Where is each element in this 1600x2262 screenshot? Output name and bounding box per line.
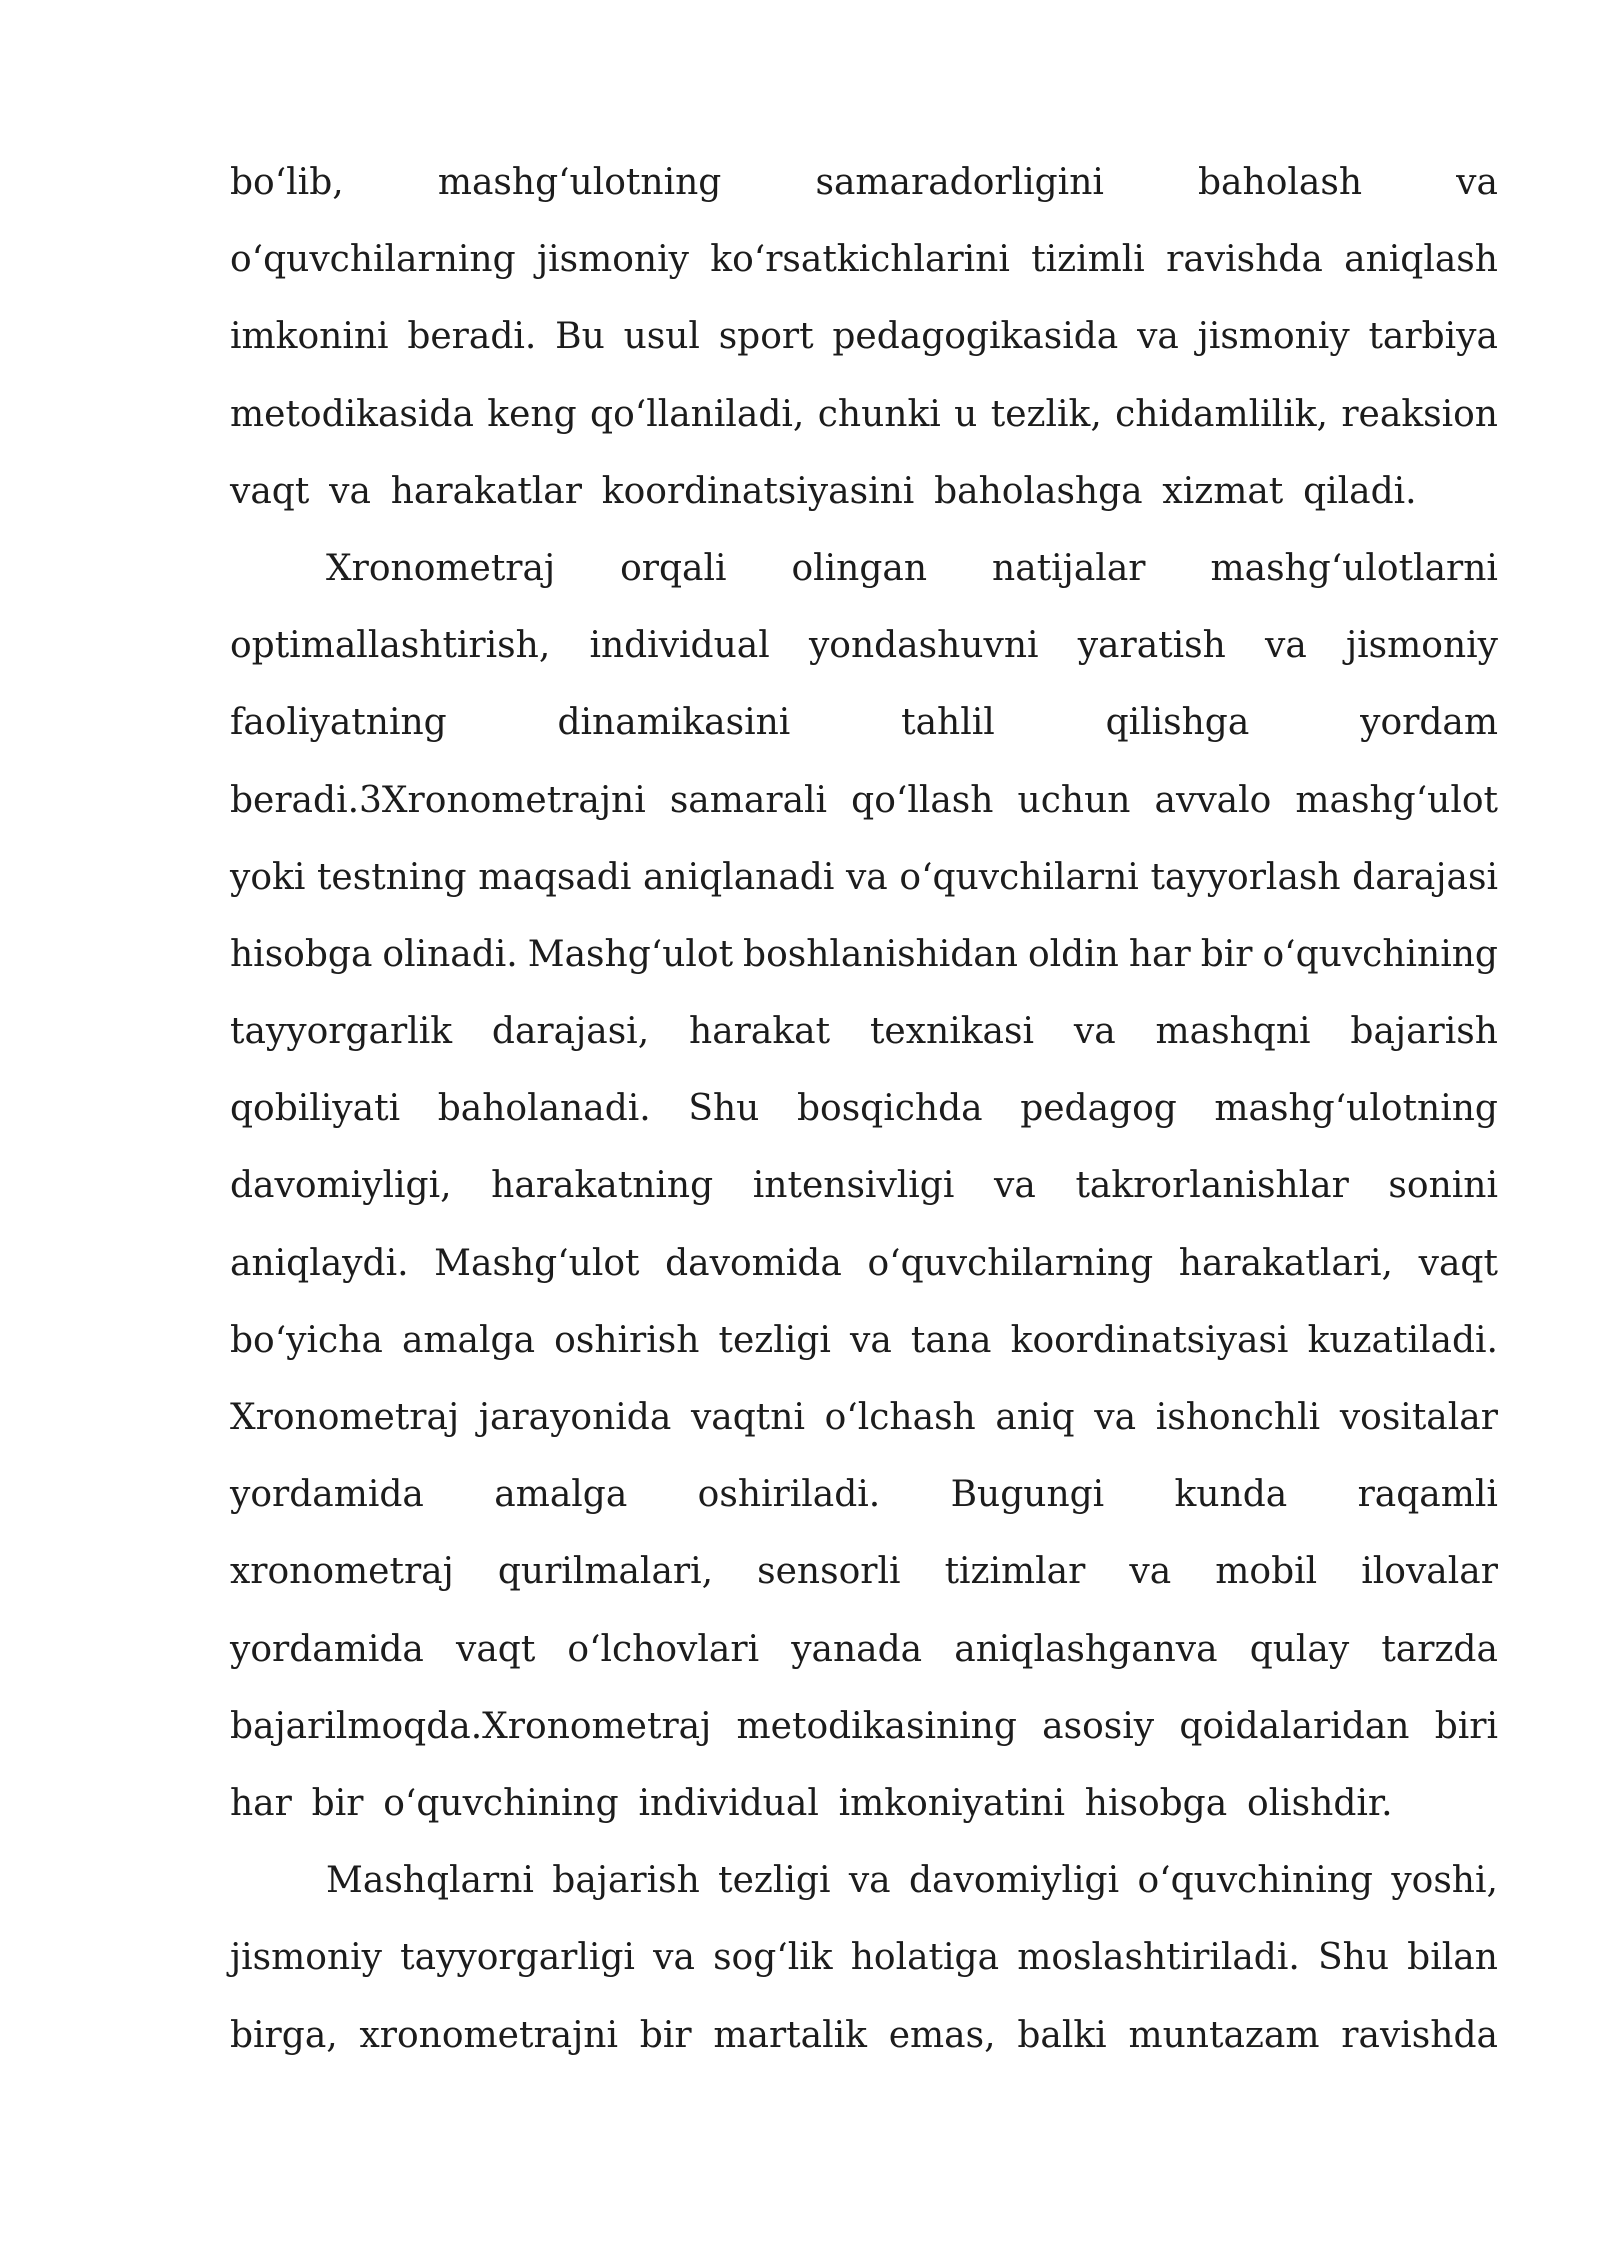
- word: chunki: [817, 393, 941, 435]
- word: bajarish: [1350, 1011, 1498, 1053]
- word: testning: [316, 856, 467, 898]
- word: yaratish: [1077, 625, 1226, 667]
- word: Mashg‘ulot: [434, 1242, 640, 1284]
- word: biri: [1434, 1705, 1498, 1747]
- word: u: [954, 393, 978, 435]
- text-line: [230, 1465, 1498, 1542]
- word: yoki: [230, 856, 306, 898]
- word: qoidalaridan: [1179, 1705, 1410, 1747]
- text-line: [230, 230, 1498, 307]
- word: natijalar: [992, 547, 1146, 589]
- word: o‘quvchilarni: [899, 856, 1139, 898]
- word: pedagog: [1020, 1088, 1177, 1130]
- text-line: [230, 771, 1498, 848]
- word: hisobga: [1084, 1782, 1228, 1824]
- word: avvalo: [1154, 779, 1272, 821]
- word: jismoniy: [536, 239, 689, 281]
- text-line: [230, 616, 1498, 693]
- word: jarayonida: [478, 1397, 672, 1438]
- word: bo‘yicha: [230, 1319, 383, 1361]
- word: qiladi.: [1303, 470, 1417, 512]
- word: va: [329, 470, 371, 512]
- word: aniqlanadi: [642, 856, 835, 898]
- word: kuzatiladi.: [1307, 1319, 1498, 1361]
- word: xronometrajni: [359, 2014, 618, 2056]
- text-line: [230, 848, 1498, 925]
- word: ishonchli: [1155, 1397, 1321, 1438]
- word: qurilmalari,: [497, 1551, 714, 1593]
- word: oshiriladi.: [697, 1474, 881, 1516]
- word: beradi.3Xronometrajni: [230, 779, 646, 821]
- word: davomiyligi,: [230, 1165, 452, 1207]
- word: bajarilmoqda.Xronometraj: [230, 1705, 712, 1747]
- text-line: [230, 1542, 1498, 1619]
- word: bosqichda: [796, 1088, 983, 1130]
- word: optimallashtirish,: [230, 625, 551, 667]
- word: aniqlash: [1344, 239, 1498, 281]
- word: hisobga: [230, 933, 373, 975]
- word: yordam: [1360, 702, 1498, 744]
- text-line: [230, 307, 1498, 384]
- word: tarzda: [1381, 1628, 1498, 1670]
- word: faoliyatning: [230, 702, 447, 744]
- word: metodikasida: [230, 393, 474, 435]
- word: jismoniy: [1197, 316, 1350, 358]
- word: bilan: [1407, 1937, 1498, 1979]
- word: amalga: [401, 1319, 536, 1361]
- word: chidamlilik,: [1115, 393, 1328, 435]
- word: oshirish: [554, 1319, 700, 1361]
- word: mashqni: [1155, 1011, 1311, 1053]
- word: Xronometraj: [326, 547, 556, 589]
- word: koordinatsiyasi: [1010, 1319, 1289, 1361]
- word: balki: [1017, 2014, 1107, 2056]
- text-line: [230, 1928, 1498, 2005]
- word: bo‘lib,: [230, 162, 344, 203]
- word: qo‘llash: [851, 779, 994, 821]
- word: asosiy: [1042, 1705, 1155, 1747]
- word: o‘quvchining: [1262, 933, 1498, 975]
- body-text: [230, 153, 1498, 2083]
- word: koordinatsiyasini: [601, 470, 915, 512]
- word: orqali: [620, 547, 727, 589]
- word: harakat: [689, 1011, 831, 1053]
- word: jismoniy: [1345, 625, 1498, 667]
- word: aniq: [995, 1397, 1075, 1438]
- word: va: [994, 1165, 1036, 1207]
- word: o‘quvchining: [383, 1782, 619, 1824]
- word: ravishda: [1341, 2014, 1498, 2056]
- word: uchun: [1017, 779, 1131, 821]
- word: va: [845, 856, 888, 898]
- word: va: [1265, 625, 1307, 667]
- word: davomida: [665, 1242, 842, 1284]
- word: birga,: [230, 2014, 338, 2056]
- word: harakatlari,: [1178, 1242, 1393, 1284]
- word: tayyorgarligi: [400, 1937, 635, 1979]
- word: tezligi: [718, 1319, 831, 1361]
- word: har: [1128, 933, 1191, 975]
- word: Bu: [555, 316, 605, 358]
- text-line: [230, 1388, 1498, 1465]
- word: aniqlaydi.: [230, 1242, 409, 1284]
- word: o‘quvchining: [1137, 1860, 1373, 1902]
- word: darajasi: [1352, 856, 1498, 898]
- word: metodikasining: [736, 1705, 1017, 1747]
- word: vaqt: [230, 470, 310, 512]
- word: usul: [623, 316, 700, 358]
- word: va: [848, 1860, 891, 1902]
- word: tayyorgarlik: [230, 1011, 453, 1053]
- text-line: [230, 539, 1498, 616]
- word: qulay: [1249, 1628, 1350, 1670]
- word: va: [653, 1937, 695, 1979]
- word: baholanadi.: [437, 1088, 651, 1130]
- word: bir: [311, 1782, 364, 1824]
- word: bir: [639, 2014, 692, 2056]
- text-line: [230, 925, 1498, 1002]
- word: Xronometraj: [230, 1397, 460, 1438]
- word: qobiliyati: [230, 1088, 401, 1130]
- word: vositalar: [1339, 1397, 1498, 1438]
- word: intensivligi: [752, 1165, 955, 1207]
- word: o‘lchash: [824, 1397, 976, 1438]
- word: imkoniyatini: [838, 1782, 1065, 1824]
- word: bir: [1200, 933, 1253, 975]
- word: tarbiya: [1368, 316, 1498, 358]
- word: va: [849, 1319, 892, 1361]
- word: tezlik,: [990, 393, 1102, 435]
- word: va: [1094, 1397, 1137, 1438]
- word: harakatlar: [390, 470, 582, 512]
- word: xizmat: [1162, 470, 1284, 512]
- word: boshlanishidan: [743, 933, 1018, 975]
- word: yordamida: [230, 1474, 424, 1516]
- word: jismoniy: [230, 1937, 382, 1979]
- text-line: [230, 1234, 1498, 1311]
- word: individual: [589, 625, 770, 667]
- word: sport: [718, 316, 814, 358]
- word: kunda: [1174, 1474, 1288, 1516]
- word: mashg‘ulotlarni: [1210, 547, 1498, 589]
- text-line: [230, 153, 1498, 230]
- word: emas,: [888, 2014, 996, 2056]
- word: keng: [487, 393, 577, 435]
- text-line: [230, 1774, 1498, 1851]
- word: olinadi.: [382, 933, 518, 975]
- word: o‘lchovlari: [567, 1628, 760, 1670]
- text-line: [230, 385, 1498, 462]
- word: ravishda: [1166, 239, 1323, 281]
- word: vaqt: [455, 1628, 536, 1670]
- word: va: [1456, 162, 1498, 203]
- word: qilishga: [1105, 702, 1250, 744]
- text-line: [230, 462, 1498, 539]
- word: tezligi: [718, 1860, 831, 1902]
- word: vaqtni: [690, 1397, 805, 1438]
- word: yanada: [791, 1628, 923, 1670]
- word: o‘quvchilarning: [867, 1242, 1154, 1284]
- word: sog‘lik: [713, 1937, 833, 1979]
- word: vaqt: [1418, 1242, 1498, 1284]
- word: tana: [910, 1319, 992, 1361]
- word: qo‘llaniladi,: [590, 393, 805, 435]
- text-line: [230, 1079, 1498, 1156]
- text-line: [230, 1156, 1498, 1233]
- word: moslashtiriladi.: [1017, 1937, 1300, 1979]
- word: aniqlashganva: [954, 1628, 1218, 1670]
- word: baholashga: [934, 470, 1143, 512]
- word: takrorlanishlar: [1075, 1165, 1349, 1207]
- word: texnikasi: [869, 1011, 1034, 1053]
- word: Mashqlarni: [326, 1860, 534, 1902]
- word: bajarish: [552, 1860, 700, 1902]
- word: va: [1137, 316, 1179, 358]
- word: ko‘rsatkichlarini: [710, 239, 1010, 281]
- word: va: [1129, 1551, 1172, 1593]
- text-line: [230, 1851, 1498, 1928]
- word: yoshi,: [1391, 1860, 1498, 1902]
- word: martalik: [713, 2014, 867, 2056]
- text-line: [230, 1002, 1498, 1079]
- text-line: [230, 1697, 1498, 1774]
- word: tizimli: [1031, 239, 1145, 281]
- word: individual: [638, 1782, 819, 1824]
- word: Mashg‘ulot: [527, 933, 734, 975]
- word: har: [230, 1782, 292, 1824]
- text-line: [230, 1620, 1498, 1697]
- word: xronometraj: [230, 1551, 454, 1593]
- word: tayyorlash: [1150, 856, 1341, 898]
- word: raqamli: [1357, 1474, 1498, 1516]
- word: dinamikasini: [557, 702, 791, 744]
- word: muntazam: [1128, 2014, 1320, 2056]
- word: pedagogikasida: [832, 316, 1119, 358]
- word: mashg‘ulotning: [437, 162, 722, 203]
- word: mobil: [1215, 1551, 1318, 1593]
- text-line: [230, 1311, 1498, 1388]
- word: beradi.: [407, 316, 537, 358]
- word: ilovalar: [1361, 1551, 1498, 1593]
- word: samarali: [669, 779, 828, 821]
- word: maqsadi: [478, 856, 632, 898]
- word: va: [1073, 1011, 1116, 1053]
- word: darajasi,: [491, 1011, 650, 1053]
- word: tahlil: [901, 702, 995, 744]
- word: yordamida: [230, 1628, 424, 1670]
- word: holatiga: [850, 1937, 1000, 1979]
- word: imkonini: [230, 316, 389, 358]
- word: Shu: [1317, 1937, 1390, 1979]
- word: amalga: [494, 1474, 628, 1516]
- word: sensorli: [757, 1551, 901, 1593]
- word: yondashuvni: [808, 625, 1039, 667]
- text-line: [230, 2006, 1498, 2083]
- word: harakatning: [491, 1165, 714, 1207]
- word: tizimlar: [944, 1551, 1086, 1593]
- word: oldin: [1027, 933, 1119, 975]
- word: reaksion: [1341, 393, 1498, 435]
- word: o‘quvchilarning: [230, 239, 516, 281]
- word: olingan: [791, 547, 928, 589]
- word: baholash: [1198, 162, 1363, 203]
- word: samaradorligini: [815, 162, 1104, 203]
- text-line: [230, 693, 1498, 770]
- word: mashg‘ulotning: [1214, 1088, 1498, 1130]
- word: Bugungi: [950, 1474, 1105, 1516]
- word: sonini: [1388, 1165, 1498, 1207]
- word: Shu: [688, 1088, 760, 1130]
- word: mashg‘ulot: [1295, 779, 1498, 821]
- word: olishdir.: [1246, 1782, 1393, 1824]
- word: davomiyligi: [909, 1860, 1120, 1902]
